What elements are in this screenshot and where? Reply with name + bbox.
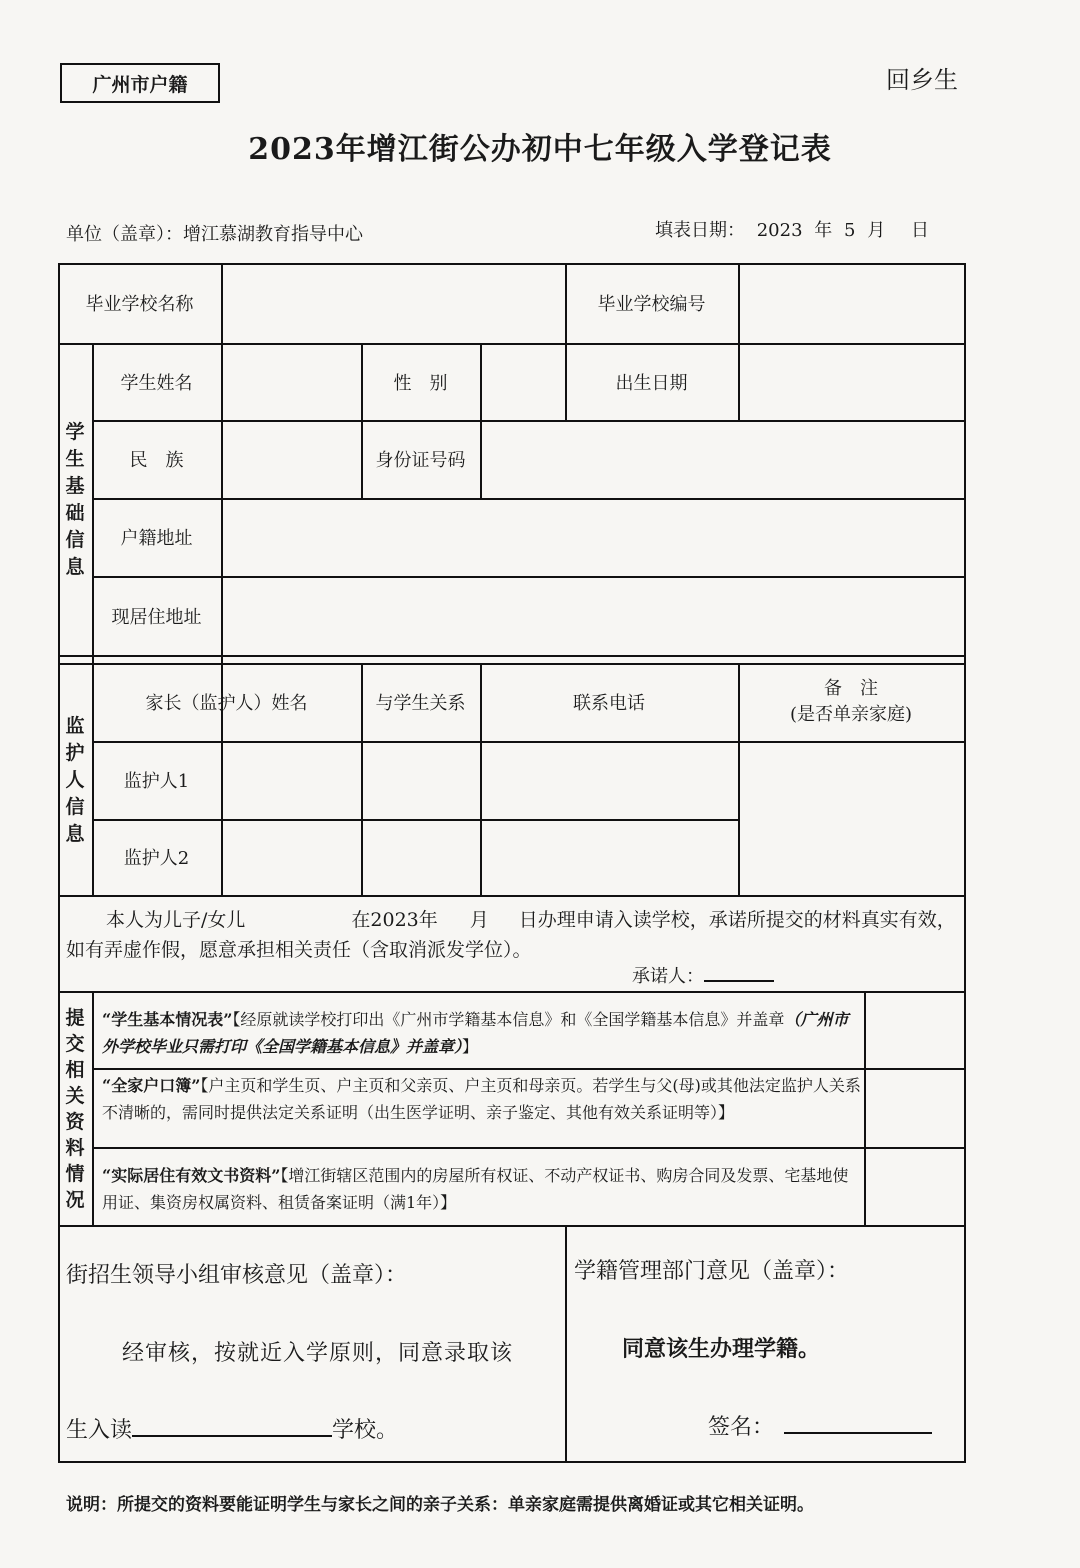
registry-dept-title: 学籍管理部门意见（盖章）： (574, 1259, 850, 1284)
student-name-label: 学生姓名 (120, 372, 193, 394)
street-review-line (66, 1413, 398, 1444)
school-code-field[interactable] (740, 265, 964, 343)
pledge-part1: 本人为儿子/女儿 (106, 909, 246, 931)
review-line-prefix: 生入读 (66, 1418, 133, 1443)
ethnicity-label: 民 族 (129, 450, 184, 471)
hukou-address-field[interactable] (223, 500, 964, 576)
birth-date-label: 出生日期 (615, 372, 688, 394)
guardian2-phone-field[interactable] (482, 821, 738, 895)
review-line-suffix: 学校。 (332, 1418, 399, 1443)
admitted-school-field[interactable] (132, 1417, 332, 1437)
material2-body: 【户主页和学生页、户主页和父亲页、户主页和母亲页。若学生与父(母)或其他法定监护人关系不清晰的，需同时提供法定关系证明（出生医学证明、亲子鉴定、其他有效关系证明等）】 (102, 1076, 861, 1122)
registry-sign-label: 签名： (708, 1415, 775, 1440)
guardian-name-header: 家长（监护人）姓名 (145, 693, 308, 714)
material1-end: 】 (462, 1037, 479, 1056)
relation-header: 与学生关系 (375, 693, 466, 714)
material-item-2 (102, 1072, 862, 1126)
guardian-section-label: 监 护 人 信 息 (65, 714, 85, 845)
school-code-label: 毕业学校编号 (597, 294, 706, 315)
registry-dept-body: 同意该生办理学籍。 (622, 1336, 821, 1362)
remark-header (738, 663, 964, 741)
guardian1-name-field[interactable] (223, 743, 361, 819)
student-category: 回乡生 (886, 66, 958, 94)
date-month-unit: 月 (867, 220, 886, 241)
student-section-label: 学 生 基 础 信 息 (65, 421, 85, 578)
material1-body: 【经原就读学校打印出《广州市学籍基本信息》和《全国学籍基本信息》并盖章 (232, 1010, 785, 1029)
remark-header-title: 备 注 (824, 678, 878, 699)
date-month: 5 (844, 220, 856, 241)
guardian2-name-field[interactable] (223, 821, 361, 895)
birth-date-field[interactable] (740, 345, 964, 420)
date-label: 填表日期： (655, 220, 745, 241)
residence-address-field[interactable] (223, 578, 964, 655)
unit-label: 单位（盖章）：增江慕湖教育指导中心 (66, 224, 363, 245)
pledge-part3: 月 (469, 909, 489, 931)
material1-title: “学生基本情况表” (102, 1010, 233, 1029)
material3-check[interactable] (866, 1149, 964, 1225)
material2-title: “全家户口簿” (102, 1076, 201, 1095)
ethnicity-field[interactable] (223, 422, 361, 498)
pledge-part4: 日办理申请入读学校，承诺所提交的材料真实有效，如有弄虚作假，愿意承担相关责任（含取消派发学位）。 (66, 909, 956, 961)
id-number-field[interactable] (482, 422, 964, 498)
material-item-1 (102, 1006, 862, 1060)
materials-section-label: 提 交 相 关 资 料 情 况 (65, 1007, 85, 1211)
hukou-address-label: 户籍地址 (120, 528, 193, 549)
material1-note: （广州市外学校毕业只需打印《全国学籍基本信息》并盖章） (102, 1010, 849, 1056)
registry-signature-line[interactable] (784, 1414, 932, 1434)
pledge-signer (632, 962, 774, 988)
phone-header: 联系电话 (573, 693, 645, 714)
material3-body: 【增江街辖区范围内的房屋所有权证、不动产权证书、购房合同及发票、宅基地使用证、集资房权属资料、租赁备案证明（满1年）】 (102, 1166, 849, 1212)
gender-label: 性 别 (393, 372, 448, 394)
street-review-body: 经审核，按就近入学原则，同意录取该 (122, 1341, 514, 1366)
date-year: 2023 (756, 220, 803, 241)
footnote: 说明：所提交的资料要能证明学生与家长之间的亲子关系：单亲家庭需提供离婚证或其它相关证明。 (66, 1495, 814, 1515)
guardian1-label: 监护人1 (123, 771, 190, 792)
guardian1-relation-field[interactable] (363, 743, 480, 819)
date-day-unit: 日 (910, 220, 929, 241)
guardian2-label: 监护人2 (123, 848, 190, 869)
hukou-tag: 广州市户籍 (60, 63, 220, 103)
single-parent-remark-field[interactable] (740, 743, 964, 895)
registry-sign (708, 1410, 932, 1441)
id-number-label: 身份证号码 (375, 450, 466, 471)
material-item-3 (102, 1162, 862, 1216)
form-title: 2023年增江街公办初中七年级入学登记表 (248, 132, 832, 167)
date-year-unit: 年 (814, 220, 833, 241)
remark-header-note: (是否单亲家庭) (789, 704, 913, 725)
street-review-title: 街招生领导小组审核意见（盖章）： (66, 1263, 408, 1288)
material2-check[interactable] (866, 1070, 964, 1147)
student-name-field[interactable] (223, 345, 361, 420)
fill-date (655, 216, 935, 242)
pledge-signer-label: 承诺人： (632, 966, 704, 987)
pledge-signature-line[interactable] (704, 962, 774, 982)
material1-check[interactable] (866, 993, 964, 1068)
gender-field[interactable] (482, 345, 565, 420)
school-name-field[interactable] (223, 265, 565, 343)
pledge-part2: 在2023年 (351, 909, 438, 931)
pledge-text (66, 905, 966, 965)
guardian1-phone-field[interactable] (482, 743, 738, 819)
school-name-label: 毕业学校名称 (85, 294, 194, 315)
residence-address-label: 现居住地址 (111, 606, 202, 628)
guardian2-relation-field[interactable] (363, 821, 480, 895)
material3-title: “实际居住有效文书资料” (102, 1166, 281, 1185)
